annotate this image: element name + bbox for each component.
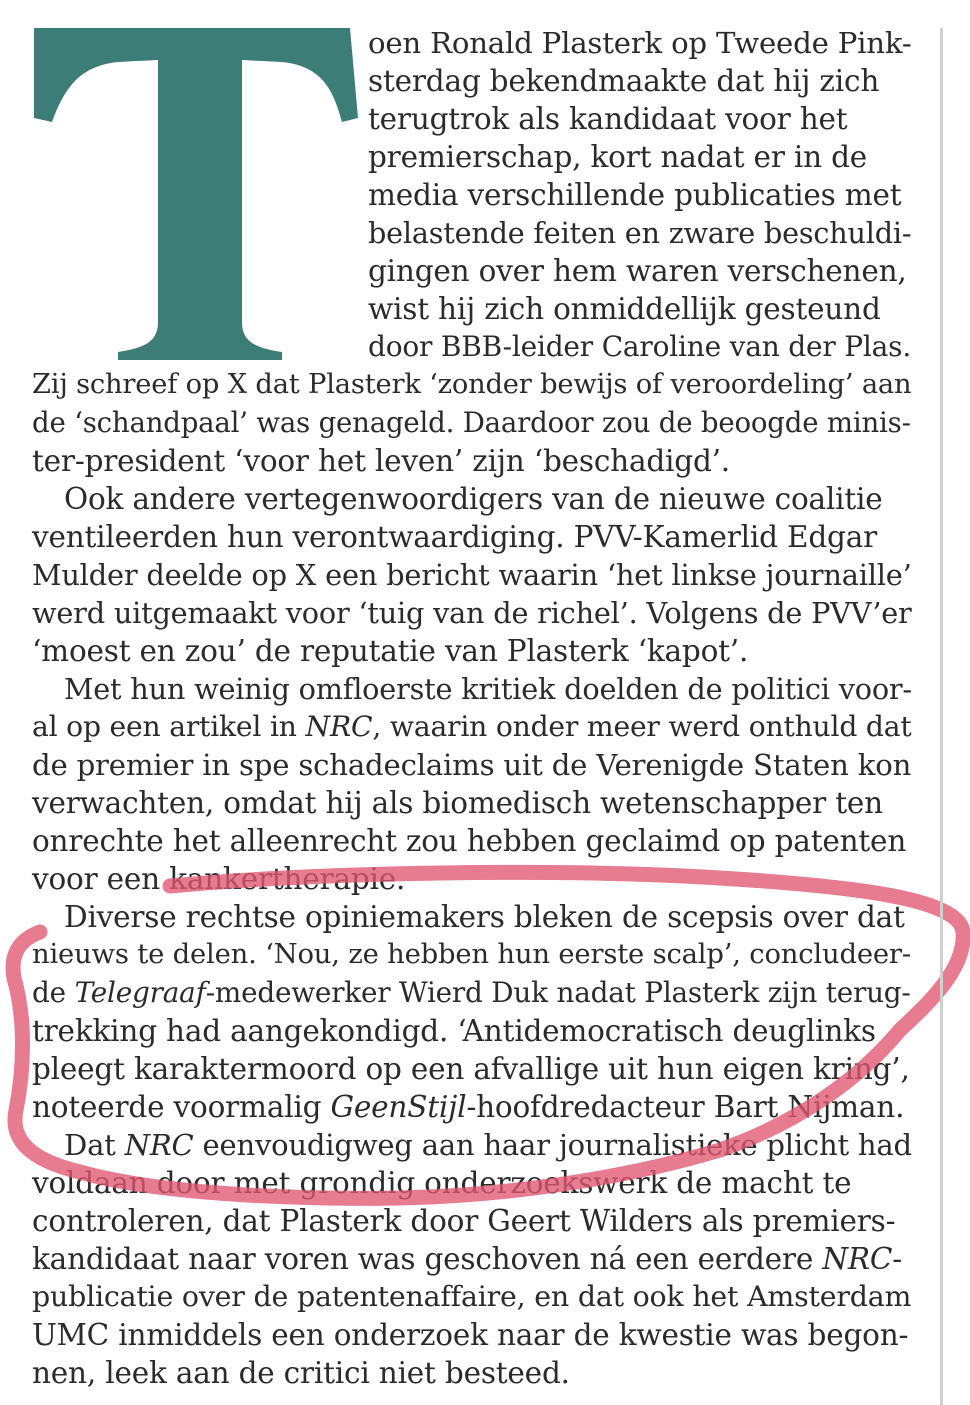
text-line bbox=[32, 860, 405, 898]
text-line bbox=[32, 784, 883, 822]
line-text: door BBB-leider Caroline van der Plas. bbox=[368, 330, 912, 363]
line-text: , waarin onder meer werd onthuld dat bbox=[372, 710, 912, 743]
line-text: belastende feiten en zware beschuldi- bbox=[368, 216, 912, 250]
line-text: sterdag bekendmaakte dat hij zich bbox=[368, 64, 880, 98]
italic-text: Telegraaf bbox=[74, 976, 206, 1009]
text-line bbox=[32, 1164, 851, 1202]
line-text: Ook andere vertegenwoordigers van de nieuwe coalitie bbox=[64, 482, 883, 516]
line-text: gingen over hem waren verschenen, bbox=[368, 254, 907, 288]
text-line bbox=[32, 1050, 910, 1088]
line-text: werd uitgemaakt voor ‘tuig van de richel’. Volgens de PVV’er bbox=[32, 596, 912, 630]
line-text: de bbox=[32, 976, 75, 1009]
text-line bbox=[32, 708, 912, 746]
line-text: eenvoudigweg aan haar journalistieke plicht had bbox=[193, 1128, 912, 1162]
text-line bbox=[32, 556, 912, 594]
line-text: publicatie over de patentenaffaire, en dat ook het Amsterdam bbox=[32, 1280, 912, 1313]
text-line bbox=[32, 1354, 570, 1392]
text-line bbox=[64, 898, 905, 936]
text-line bbox=[368, 290, 881, 328]
line-text: wist hij zich onmiddellijk gesteund bbox=[368, 292, 881, 326]
line-text: -medewerker Wierd Duk nadat Plasterk zijn terug- bbox=[205, 976, 911, 1009]
line-text: Zij schreef op X dat Plasterk ‘zonder bewijs of veroordeling’ aan bbox=[32, 369, 912, 400]
line-text: Met hun weinig omfloerste kritiek doelden de politici voor- bbox=[64, 672, 912, 706]
line-text: trekking had aangekondigd. ‘Antidemocratisch deuglinks bbox=[32, 1014, 876, 1048]
text-line bbox=[32, 1088, 904, 1126]
line-text: al op een artikel in bbox=[32, 710, 306, 743]
line-text: Mulder deelde op X een bericht waarin ‘het linkse journaille’ bbox=[32, 558, 912, 592]
text-line bbox=[32, 746, 911, 784]
line-text: de ‘schandpaal’ was genageld. Daardoor zou de beoogde minis- bbox=[32, 406, 911, 439]
text-line bbox=[32, 1240, 902, 1278]
italic-text: NRC bbox=[822, 1242, 893, 1276]
column-rule bbox=[940, 28, 943, 1405]
text-line bbox=[32, 404, 911, 442]
text-line bbox=[32, 822, 906, 860]
italic-text: NRC bbox=[124, 1128, 194, 1162]
line-text: premierschap, kort nadat er in de bbox=[368, 140, 868, 174]
drop-cap bbox=[20, 22, 362, 362]
text-line bbox=[32, 974, 911, 1012]
line-text: media verschillende publicaties met bbox=[368, 178, 902, 212]
drop-cap-letter bbox=[20, 22, 362, 362]
text-line bbox=[368, 176, 901, 214]
line-text: nieuws te delen. ‘Nou, ze hebben hun eerste scalp’, concludeer- bbox=[32, 939, 911, 970]
text-line bbox=[368, 62, 879, 100]
italic-text: NRC bbox=[305, 710, 373, 743]
line-text: controleren, dat Plasterk door Geert Wilders als premiers- bbox=[32, 1204, 896, 1238]
text-line bbox=[64, 1126, 912, 1164]
line-text: ter-president ‘voor het leven’ zijn ‘beschadigd’. bbox=[32, 444, 730, 478]
text-line bbox=[32, 1202, 895, 1240]
line-text: UMC inmiddels een onderzoek naar de kwestie was begon- bbox=[32, 1318, 909, 1352]
line-text: verwachten, omdat hij als biomedisch wetenschapper ten bbox=[32, 786, 883, 820]
line-text: oen Ronald Plasterk op Tweede Pink- bbox=[368, 26, 912, 60]
text-line bbox=[32, 1012, 876, 1050]
text-line bbox=[32, 594, 912, 632]
line-text: terugtrok als kandidaat voor het bbox=[368, 102, 848, 136]
text-line bbox=[368, 214, 911, 252]
drop-cap-letter-shape bbox=[34, 28, 358, 360]
line-text: voldaan door met grondig onderzoekswerk de macht te bbox=[32, 1166, 852, 1200]
text-line bbox=[32, 518, 877, 556]
text-line bbox=[32, 632, 748, 670]
line-text: onrechte het alleenrecht zou hebben geclaimd op patenten bbox=[32, 824, 907, 858]
text-line bbox=[368, 24, 911, 62]
line-text: noteerde voormalig bbox=[32, 1090, 331, 1124]
text-line bbox=[32, 442, 730, 480]
line-text: ‘moest en zou’ de reputatie van Plasterk ‘kapot’. bbox=[32, 634, 749, 668]
line-text: pleegt karaktermoord op een afvallige uit hun eigen kring’, bbox=[32, 1052, 910, 1086]
line-text: nen, leek aan de critici niet besteed. bbox=[32, 1356, 570, 1390]
text-line bbox=[32, 366, 911, 404]
line-text: -hoofdredacteur Bart Nijman. bbox=[466, 1090, 905, 1124]
text-line bbox=[368, 100, 847, 138]
line-text: kandidaat naar voren was geschoven ná een eerdere bbox=[32, 1242, 823, 1276]
line-text: ventileerden hun verontwaardiging. PVV-Kamerlid Edgar bbox=[32, 520, 878, 554]
line-text: voor een kankertherapie. bbox=[32, 862, 406, 896]
text-line bbox=[368, 138, 867, 176]
line-text: Diverse rechtse opiniemakers bleken de scepsis over dat bbox=[64, 900, 905, 934]
line-text: de premier in spe schadeclaims uit de Verenigde Staten kon bbox=[32, 748, 912, 782]
text-line bbox=[32, 1278, 911, 1316]
text-line bbox=[32, 1316, 908, 1354]
text-line bbox=[368, 252, 907, 290]
text-line bbox=[64, 670, 912, 708]
text-line bbox=[64, 480, 883, 518]
line-text: - bbox=[892, 1242, 903, 1276]
text-line bbox=[368, 328, 911, 366]
text-line bbox=[32, 936, 911, 974]
line-text: Dat bbox=[64, 1128, 125, 1162]
italic-text: GeenStijl bbox=[330, 1090, 467, 1124]
